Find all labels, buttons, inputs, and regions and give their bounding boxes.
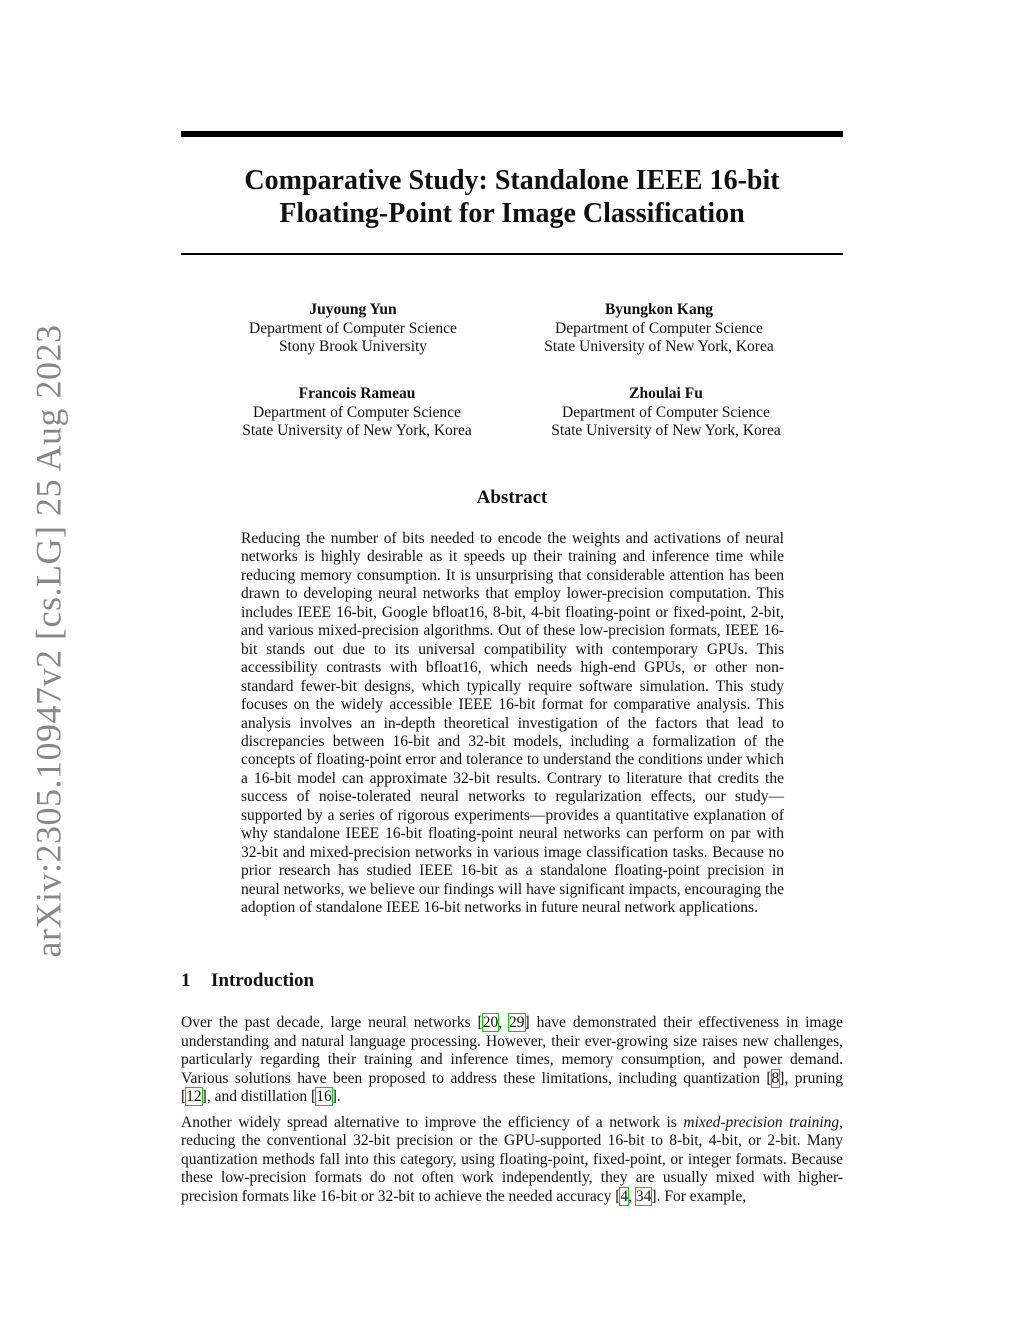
intro-text: ], pruning [ [181, 1069, 843, 1105]
section-heading-introduction [181, 970, 314, 992]
intro-text: ] have demonstrated their effectiveness in image understanding and natural language processing. However, their ever-growing size raises new challenges, particularly regarding their training and inference times, memory consumption, and power demand. Various solutions have been proposed to address these limitations, including quantization [ [181, 1014, 843, 1087]
author-name: Juyoung Yun [309, 301, 397, 318]
author-name: Zhoulai Fu [629, 385, 703, 402]
citation-link[interactable]: 8 [771, 1069, 780, 1087]
intro-text: , [628, 1187, 636, 1205]
author-name: Francois Rameau [298, 385, 416, 402]
paper-title-line-2: Floating-Point for Image Classification [279, 198, 745, 229]
citation-link[interactable]: 34 [635, 1187, 652, 1205]
intro-text: ]. [331, 1088, 341, 1105]
intro-text: , [498, 1014, 510, 1031]
title-bottom-rule [181, 253, 843, 255]
abstract-text: Reducing the number of bits needed to encode the weights and activations of neural networks is highly desirable as it speeds up their training and inference time while reducing memory consumption. It is unsurprising that considerable attention has been drawn to developing neural networks that employ lower-precision computation. This includes IEEE 16-bit, Google bfloat16, 8-bit, 4-bit floating-point or fixed-point, 2-bit, and various mixed-precision algorithms. Out of these low-precision formats, IEEE 16-bit stands out due to its universal compatibility with contemporary GPUs. This accessibility contrasts with bfloat16, which needs high-end GPUs, or other non-standard fewer-bit designs, which typically require software simulation. This study focuses on the widely accessible IEEE 16-bit format for comparative analysis. This analysis involves an in-depth theoretical investigation of the factors that lead to discrepancies between 16-bit and 32-bit models, including a formalization of the concepts of floating-point error and tolerance to understand the conditions under which a 16-bit model can approximate 32-bit results. Contrary to literature that credits the success of noise-tolerated neural networks to regularization effects, our study—supported by a series of rigorous experiments—provides a quantitative explanation of why standalone IEEE 16-bit floating-point neural networks can perform on par with 32-bit and mixed-precision networks in various image classification tasks. Because no prior research has studied IEEE 16-bit as a standalone floating-point precision in neural networks, we believe our findings will have significant impacts, encouraging the adoption of standalone IEEE 16-bit networks in future neural network applications. [241, 530, 784, 917]
intro-text: Over the past decade, large neural networks [ [181, 1014, 483, 1031]
section-number: 1 [181, 970, 191, 991]
author-department: Department of Computer Science [253, 403, 461, 421]
paper-title [181, 164, 843, 230]
title-top-rule [181, 131, 843, 137]
arxiv-identifier-stamp [14, 324, 82, 958]
author-block-2 [509, 301, 809, 357]
intro-text: , reducing the conventional 32-bit precision or the GPU-supported 16-bit to 8-bit, 4-bit, or 2-bit. Many quantization methods fall into this category, using floating-point, fixed-point, or integer formats. Because these low-precision formats do not often work independently, they are usually mixed with higher-precision formats like 16-bit or 32-bit to achieve the needed accuracy [ [181, 1113, 844, 1205]
intro-text: ]. For example, [651, 1187, 747, 1205]
intro-paragraph-1 [181, 1014, 843, 1107]
author-block-3 [207, 385, 507, 441]
citation-link[interactable]: 4 [620, 1187, 629, 1205]
citation-link[interactable]: 20 [482, 1014, 499, 1031]
citation-link[interactable]: 29 [509, 1014, 525, 1031]
paper-title-line-1: Comparative Study: Standalone IEEE 16-bit [244, 165, 780, 196]
author-name: Byungkon Kang [604, 301, 714, 318]
author-block-4 [516, 385, 816, 441]
author-department: Department of Computer Science [249, 319, 457, 337]
intro-text: Another widely spread alternative to improve the efficiency of a network is [181, 1113, 684, 1131]
author-institution: State University of New York, Korea [551, 422, 781, 439]
arxiv-identifier-text: arXiv:2305.10947v2 [cs.LG] 25 Aug 2023 [28, 324, 68, 958]
author-block-1 [203, 301, 503, 357]
author-institution: State University of New York, Korea [544, 338, 774, 355]
intro-emphasis: mixed-precision training [683, 1113, 840, 1131]
citation-link[interactable]: 16 [316, 1088, 332, 1105]
introduction-body [181, 1014, 843, 1213]
section-title: Introduction [211, 970, 315, 991]
intro-text: ], and distillation [ [201, 1088, 317, 1105]
citation-link[interactable]: 12 [186, 1088, 202, 1105]
author-institution: Stony Brook University [278, 338, 428, 355]
author-department: Department of Computer Science [562, 403, 770, 421]
intro-paragraph-2 [181, 1114, 843, 1207]
author-institution: State University of New York, Korea [242, 422, 472, 439]
author-department: Department of Computer Science [555, 319, 763, 337]
abstract-heading: Abstract [476, 487, 548, 508]
